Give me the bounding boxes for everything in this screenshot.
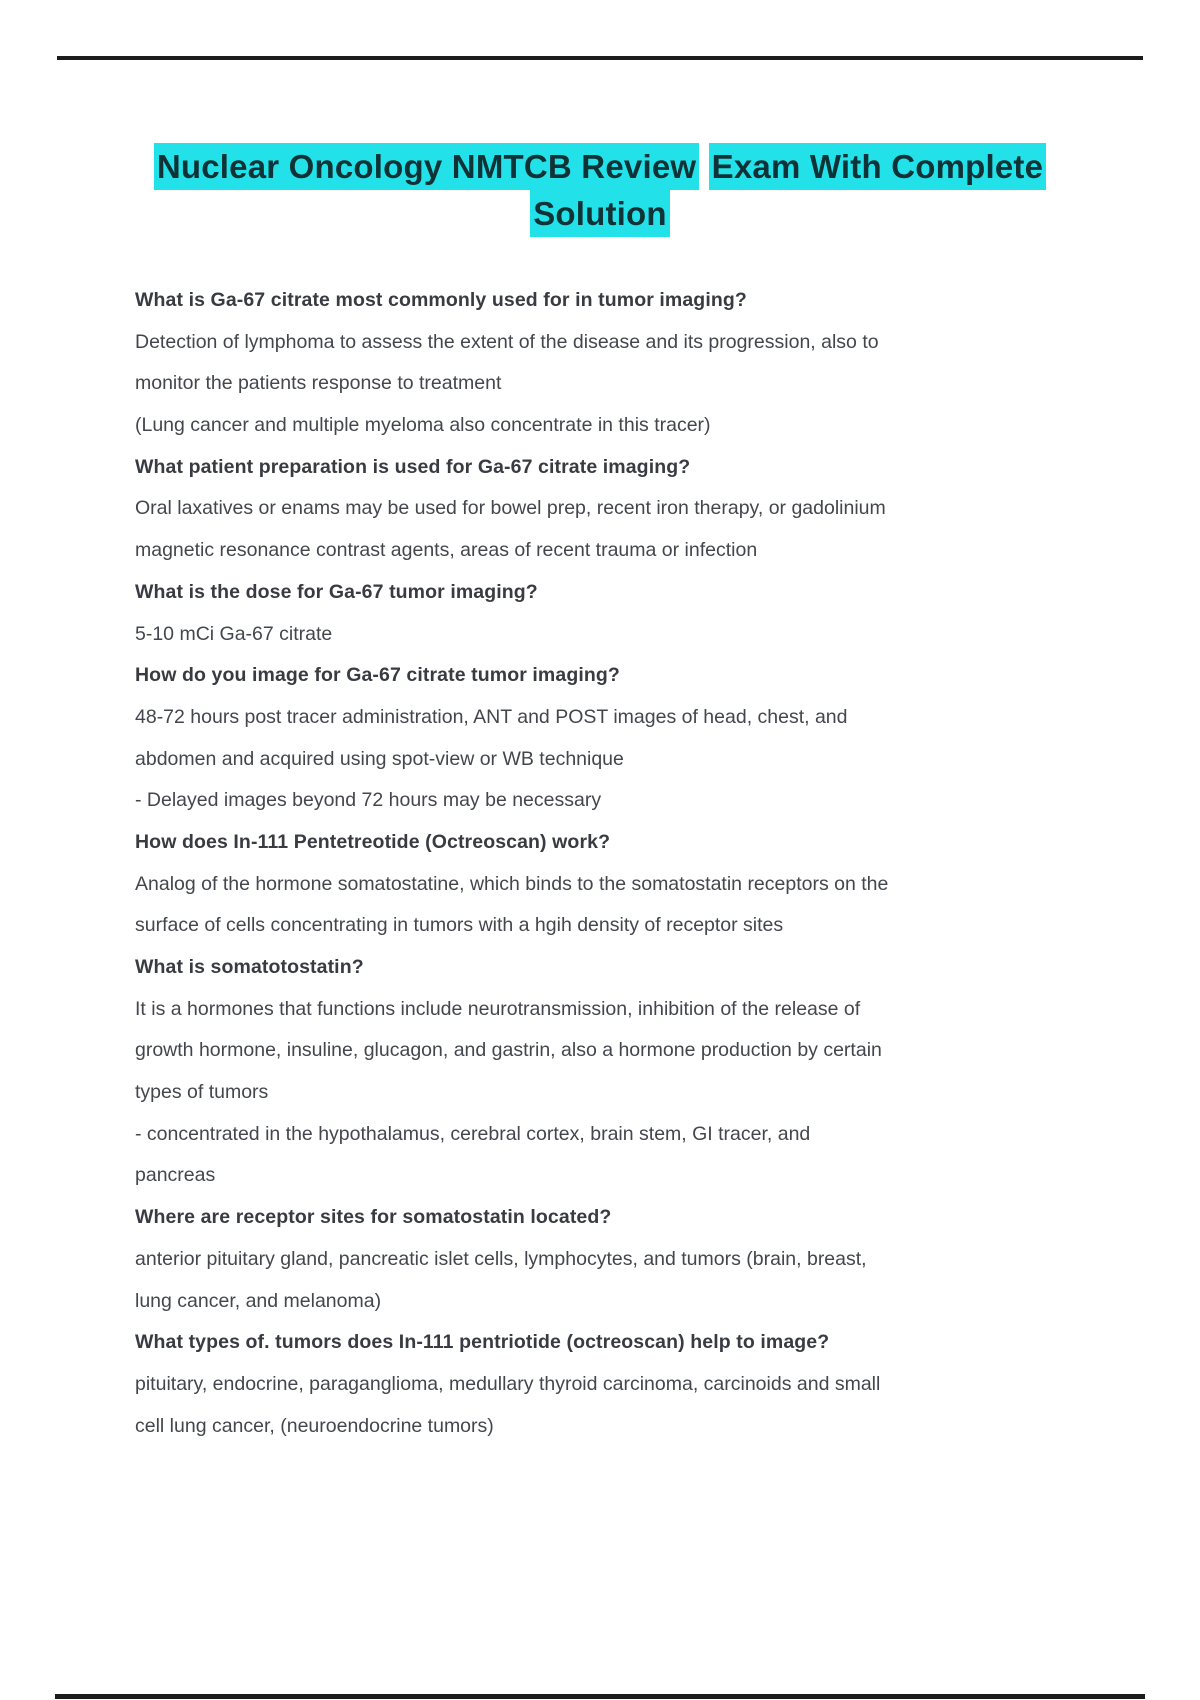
title-segment-2: Exam With Complete [709,143,1047,190]
title-segment-1: Nuclear Oncology NMTCB Review [154,143,699,190]
answer-line: Analog of the hormone somatostatine, which binds to the somatostatin receptors on the [135,872,889,895]
answer-line: anterior pituitary gland, pancreatic islet cells, lymphocytes, and tumors (brain, breast, [135,1247,867,1270]
answer-line: lung cancer, and melanoma) [135,1289,382,1312]
answer-line: magnetic resonance contrast agents, areas of recent trauma or infection [135,539,758,562]
answer-line: It is a hormones that functions include neurotransmission, inhibition of the release of [135,997,861,1020]
question-line: What is Ga-67 citrate most commonly used for in tumor imaging? [135,289,747,311]
question-line: How do you image for Ga-67 citrate tumor imaging? [135,664,620,687]
answer-line: monitor the patients response to treatment [135,372,502,395]
question-line: What is somatotostatin? [135,956,364,978]
question-line: What patient preparation is used for Ga-67 citrate imaging? [135,455,691,478]
answer-line: 48-72 hours post tracer administration, ANT and POST images of head, chest, and [135,705,848,728]
answer-line: surface of cells concentrating in tumors with a hgih density of receptor sites [135,914,784,937]
qa-list [135,280,1160,1447]
answer-line: abdomen and acquired using spot-view or WB technique [135,747,624,770]
title-line2: Solution [530,190,670,237]
answer-line: pancreas [135,1164,216,1187]
answer-line: cell lung cancer, (neuroendocrine tumors) [135,1414,494,1437]
answer-line: types of tumors [135,1081,269,1104]
answer-line: pituitary, endocrine, paraganglioma, medullary thyroid carcinoma, carcinoids and small [135,1372,881,1395]
top-border-rule [57,56,1143,60]
answer-line: - Delayed images beyond 72 hours may be necessary [135,789,602,812]
answer-line: 5-10 mCi Ga-67 citrate [135,622,333,645]
answer-line: Detection of lymphoma to assess the extent of the disease and its progression, also to [135,330,879,353]
answer-line: - concentrated in the hypothalamus, cerebral cortex, brain stem, GI tracer, and [135,1122,811,1145]
document-title [0,143,1200,237]
answer-line: growth hormone, insuline, glucagon, and gastrin, also a hormone production by certain [135,1039,882,1062]
question-line: What is the dose for Ga-67 tumor imaging? [135,580,538,603]
answer-line: Oral laxatives or enams may be used for bowel prep, recent iron therapy, or gadolinium [135,497,886,520]
bottom-border-rule [55,1694,1145,1699]
question-line: Where are receptor sites for somatostatin located? [135,1206,612,1229]
question-line: What types of. tumors does In-111 pentriotide (octreoscan) help to image? [135,1331,830,1354]
answer-line: (Lung cancer and multiple myeloma also concentrate in this tracer) [135,414,711,437]
question-line: How does In-111 Pentetreotide (Octreoscan) work? [135,830,611,853]
